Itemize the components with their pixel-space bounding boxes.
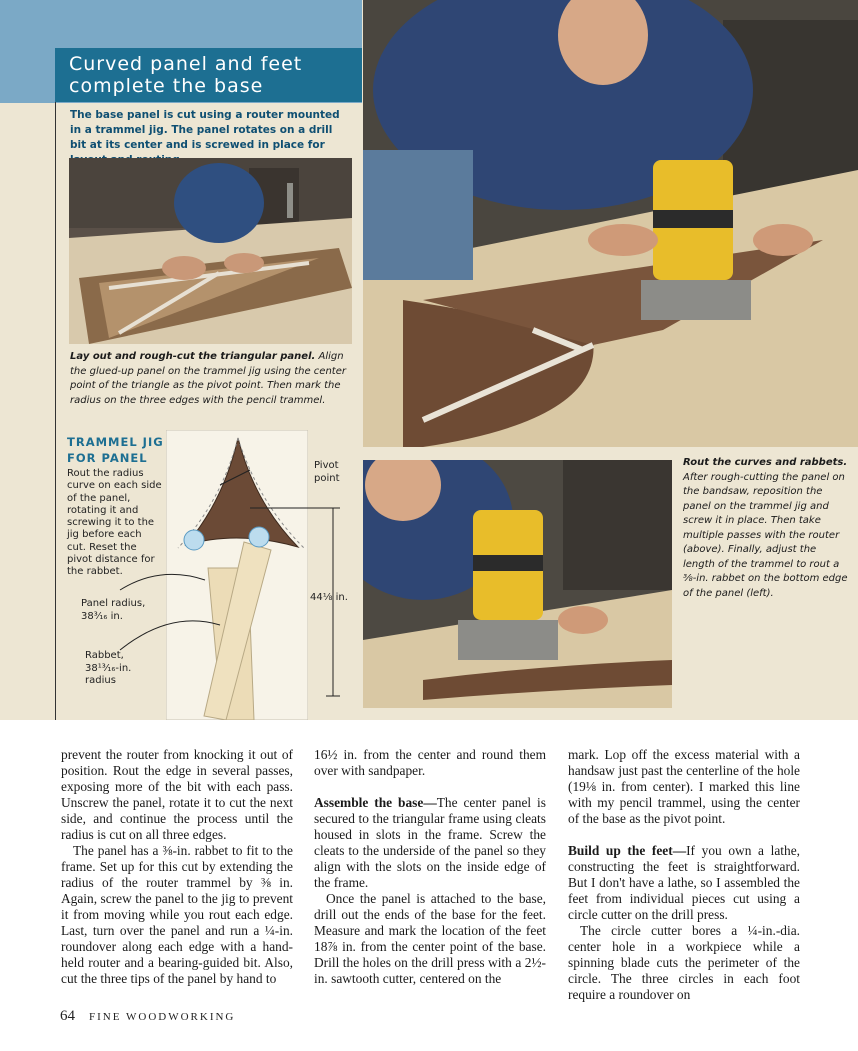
label-panel-radius	[81, 598, 145, 623]
page-number: 64	[60, 1008, 75, 1024]
col1-paragraph-1: prevent the router from knocking it out of position. Rout the edge in several passes, exposing more of the bit with each pass. Unscrew the panel, rotate it to cut the next side, and continue the process until the radius is cut on all three edges.	[61, 747, 293, 842]
jig-heading-line-2: FOR PANEL	[67, 451, 148, 465]
col2-paragraph-1: 16½ in. from the center and round them over with sandpaper.	[314, 747, 546, 778]
jig-description: Rout the radius curve on each side of the panel, rotating it and screwing it to the jig before each cut. Reset the pivot distance for the rabbet.	[67, 468, 162, 578]
jig-heading-line-1: TRAMMEL JIG	[67, 435, 164, 449]
sidebar-rule	[55, 48, 56, 720]
photo-routing-rabbet	[363, 460, 672, 708]
body-column-1	[61, 747, 293, 987]
caption-routing-lead: Rout the curves and rabbets.	[683, 457, 848, 468]
magazine-name: FINE WOODWORKING	[89, 1011, 236, 1023]
col2-paragraph-3: Once the panel is attached to the base, drill out the ends of the base for the feet. Measure and mark the location of the feet 18⅞ in. from the center point of the base. Drill the holes on the drill press with a 2½-in. sawtooth cutter, centered on the	[314, 891, 546, 986]
label-panel-radius-1: Panel radius,	[81, 598, 146, 609]
caption-routing-text: After rough-cutting the panel on the bandsaw, reposition the panel on the trammel jig and screw it in place. Then take multiple passes with the router (above). Finally, adjust the length of the trammel to rout a ⅜-in. rabbet on the bottom edge of the panel (left).	[683, 471, 848, 599]
sidebar-intro: The base panel is cut using a router mounted in a trammel jig. The panel rotates on a drill bit at its center and is screwed in place for	[70, 109, 340, 151]
caption-layout	[70, 350, 352, 408]
label-rabbet-3: radius	[85, 675, 116, 686]
label-rabbet-1: Rabbet,	[85, 650, 124, 661]
photo-layout-panel	[69, 158, 352, 344]
label-panel-radius-2: 38³⁄₁₆ in.	[81, 610, 123, 622]
title-line-2: complete the base	[69, 75, 264, 97]
jig-leader-lines	[100, 460, 350, 720]
col3-subhead-feet: Build up the feet—	[568, 843, 687, 858]
title-line-1: Curved panel and feet	[69, 53, 303, 75]
col1-paragraph-2: The panel has a ⅜-in. rabbet to fit to the frame. Set up for this cut by extending the radius of the router trammel by ⅜ in. Again, screw the panel to the jig to prevent it from moving while you rout each edge. Last, turn over the panel and run a ¼-in. roundover along each edge with a hand-held router and a bearing-guided bit. Also, cut the three tips of the panel by hand to	[61, 843, 293, 986]
col3-paragraph-3: The circle cutter bores a ¼-in.-dia. center hole in a workpiece while a spinning blade cuts the perimeter of the circle. The three circles in each foot require a roundover on	[568, 923, 800, 1002]
body-column-3	[568, 747, 800, 1003]
label-rabbet	[85, 650, 131, 688]
caption-layout-lead: Lay out and rough-cut the triangular panel.	[70, 351, 316, 362]
col3-paragraph-2: If you own a lathe, constructing the feet is straightforward. But I don't have a lathe, so I assembled the feet from individual pieces cut using a circle cutter on the drill press.	[568, 843, 800, 922]
label-pivot-point: Pivot point	[314, 460, 340, 484]
sidebar-title	[55, 48, 362, 102]
col2-subhead-assemble: Assemble the base—	[314, 795, 437, 810]
caption-layout-text: Align the glued-up panel on the trammel jig using the center point of the triangle as the pivot point. Then mark the radius on the three edges with the pencil trammel.	[70, 351, 346, 406]
label-rabbet-2: 38¹³⁄₁₆-in.	[85, 662, 132, 674]
col2-paragraph-2: The center panel is secured to the triangular frame using cleats housed in slots in the frame. Screw the cleats to the underside of the panel so they align with the slots on the inside edge of the frame.	[314, 795, 546, 890]
col3-paragraph-1: mark. Lop off the excess material with a handsaw just past the centerline of the hole (19⅛ in. from center). I marked this line with my pencil trammel, using the center of the base as the pivot point.	[568, 747, 800, 826]
photo-routing-curves	[363, 0, 858, 447]
label-jig-length: 44⅛ in.	[310, 592, 348, 603]
body-column-2	[314, 747, 546, 987]
page-footer	[60, 1008, 235, 1025]
caption-routing	[683, 456, 851, 601]
